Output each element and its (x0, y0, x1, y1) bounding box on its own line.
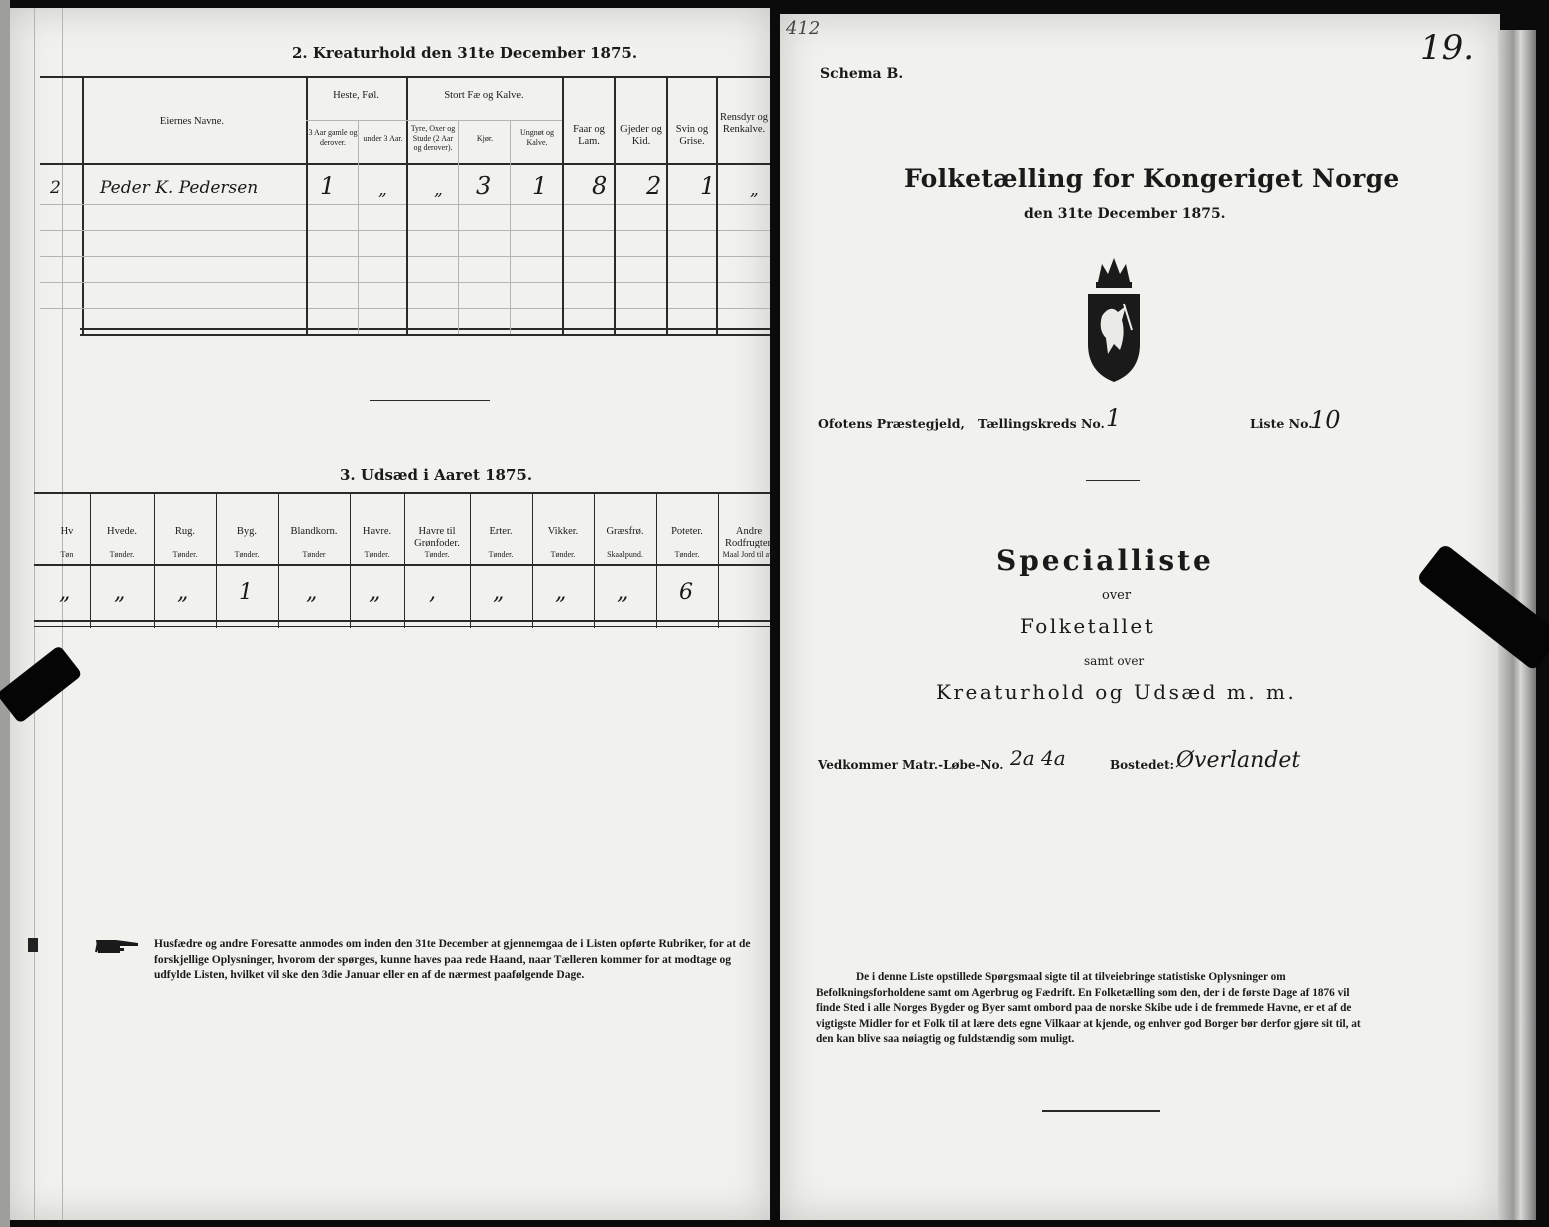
col-header-owner: Eiernes Navne. (159, 116, 225, 127)
udsaed-col-unit: Tønder. (364, 550, 390, 559)
udsaed-cell: „ (306, 580, 318, 605)
udsaed-col-unit: Tønder. (172, 550, 198, 559)
specialliste-title: Specialliste (996, 544, 1214, 577)
udsaed-col-unit: Tøn (60, 550, 74, 559)
schema-label: Schema B. (820, 66, 904, 82)
row-rule (40, 230, 770, 231)
udsaed-col-unit: Tønder. (234, 550, 260, 559)
kreds-label: Tællingskreds No. (978, 416, 1105, 431)
udsaed-col-header: Rug. (174, 526, 196, 537)
cell-gjeder: 2 (646, 172, 662, 200)
udsaed-cell: „ (617, 580, 629, 605)
udsaed-col-header: Vikker. (547, 526, 579, 537)
book-edge-left (0, 0, 10, 1227)
row-rule (40, 282, 770, 283)
footer-rule (1042, 1110, 1160, 1112)
cell-kjor: 3 (476, 172, 492, 200)
col-rule (458, 120, 459, 334)
udsaed-cell: „ (493, 580, 505, 605)
pointing-hand-icon (94, 934, 140, 958)
col-header-tyre: Tyre, Oxer og Stude (2 Aar og derover). (410, 124, 456, 152)
col-header-faar: Faar og Lam. (573, 124, 605, 147)
cell-heste-under3: „ (378, 180, 387, 200)
col-rule (358, 120, 359, 334)
row-rule (40, 308, 770, 309)
udsaed-cell: , (429, 580, 436, 605)
prestegjeld-label: Ofotens Præstegjeld, (818, 416, 965, 431)
col-rule (510, 120, 511, 334)
udsaed-col-unit: Tønder. (674, 550, 700, 559)
margin-rule (34, 8, 35, 1220)
bosted-value: Øverlandet (1176, 748, 1301, 773)
udsaed-cell: „ (369, 580, 381, 605)
notice-text: Husfædre og andre Foresatte anmodes om inden den 31te December at gjennemgaa de i Listen opførte Rubriker, for at de forskjellige Oplysninger, hvorom der spørges, kunne haves paa rede Haand, naar Tælleren kommer for at modtage og udfylde Listen, hvilket vil ske den 3die Januar eller en af de nærmest paafølgende Dage. (154, 938, 751, 981)
udsaed-cell: 1 (239, 580, 253, 605)
samt-over-label: samt over (1084, 654, 1145, 668)
udsaed-col-header: Havre. (362, 526, 392, 537)
col-rule (666, 76, 668, 334)
udsaed-col-unit: Tønder. (488, 550, 514, 559)
archive-number: 412 (786, 18, 821, 39)
col-header-kjor: Kjør. (476, 134, 494, 143)
section-divider (370, 400, 490, 401)
udsaed-cell: „ (177, 580, 189, 605)
udsaed-col-header: Poteter. (671, 526, 703, 537)
col-header-ungnot: Ungnøt og Kalve. (520, 128, 554, 147)
cell-rensdyr: „ (750, 180, 759, 200)
udsaed-col-header: Hvede. (106, 526, 138, 537)
subheader-rule (306, 120, 406, 121)
udsaed-cell: 6 (679, 580, 693, 605)
udsaed-col-header: Erter. (489, 526, 513, 537)
norway-coat-of-arms-icon (1080, 254, 1148, 384)
matr-value: 2a 4a (1010, 746, 1066, 770)
col-rule (306, 76, 308, 334)
col-header-gjeder: Gjeder og Kid. (620, 124, 662, 147)
liste-label: Liste No. (1250, 416, 1313, 431)
table3-header-rule (34, 564, 770, 566)
pointing-hand-icon (28, 934, 60, 958)
right-page (780, 14, 1500, 1220)
table2-left-rule (82, 76, 84, 334)
cell-svin: 1 (700, 172, 716, 200)
main-title: Folketælling for Kongeriget Norge (904, 164, 1400, 193)
col-rule (562, 76, 564, 334)
udsaed-col-unit: Tønder. (109, 550, 135, 559)
cell-heste-3aar: 1 (320, 172, 336, 200)
liste-value: 10 (1310, 406, 1341, 434)
udsaed-col-unit: Tønder. (424, 550, 450, 559)
margin-rule (62, 8, 63, 1220)
kreaturhold-title: Kreaturhold og Udsæd m. m. (936, 680, 1297, 704)
table2-top-rule (40, 76, 770, 78)
udsaed-col-header: Græsfrø. (606, 526, 644, 537)
udsaed-col-header: Havre til Grønfoder. (414, 526, 460, 548)
matr-label: Vedkommer Matr.-Løbe-No. (818, 758, 1004, 772)
bosted-label: Bostedet: (1110, 758, 1175, 772)
udsaed-col-header: Hv (60, 526, 74, 537)
col-rule (406, 76, 408, 334)
udsaed-cell: „ (59, 580, 71, 605)
col-header-svin: Svin og Grise. (675, 124, 709, 147)
cell-tyre: „ (434, 180, 443, 200)
col-header-heste-3aar: 3 Aar gamle og derover. (308, 128, 358, 147)
census-date: den 31te December 1875. (1024, 206, 1226, 222)
col-header-heste: Heste, Føl. (333, 90, 379, 101)
row-rule (40, 204, 770, 205)
section2-title: 2. Kreaturhold den 31te December 1875. (292, 44, 638, 62)
left-page (10, 8, 776, 1220)
folketallet-title: Folketallet (1020, 614, 1156, 638)
udsaed-col-unit: Tønder. (550, 550, 576, 559)
udsaed-col-header: Byg. (236, 526, 258, 537)
udsaed-col-header: Blandkorn. (290, 526, 338, 537)
table3-top-rule (34, 492, 770, 494)
cell-ungnot: 1 (532, 172, 548, 200)
row-rule (40, 256, 770, 257)
table2-bottom-rule2 (80, 334, 770, 336)
udsaed-col-unit: Skaalpund. (607, 550, 643, 559)
owner-name: Peder K. Pedersen (100, 178, 259, 198)
col-header-heste-under3: under 3 Aar. (363, 134, 403, 143)
section3-title: 3. Udsæd i Aaret 1875. (340, 466, 533, 484)
udsaed-cell: „ (114, 580, 126, 605)
footer-text: De i denne Liste opstillede Spørgsmaal sigte til at tilveiebringe statistiske Oplysninger om Befolkningsforholdene samt om Agerbrug og Fædrift. En Folketælling som den, der i de første Dage af 1876 vil finde Sted i alle Norges Bygder og Byer samt ombord paa de norske Skibe ude i de fremmede Havne, er et af de vigtigste Midler for et Folk til at lære dets egne Vilkaar at kjende, og enhver god Borger bør derfor gjøre sit til, at den kan blive saa nøiagtig og fuldstændig som muligt. (816, 971, 1361, 1045)
over-label: over (1102, 588, 1132, 603)
col-header-stort-fae: Stort Fæ og Kalve. (444, 90, 524, 101)
udsaed-cell: „ (555, 580, 567, 605)
udsaed-col-header: Andre Rodfrugter. (724, 526, 774, 548)
short-rule (1086, 480, 1140, 481)
table3-bottom-rule2 (34, 626, 770, 627)
subheader-rule (406, 120, 562, 121)
col-header-rensdyr: Rensdyr og Renkalve. (719, 112, 769, 135)
kreds-value: 1 (1106, 404, 1122, 432)
table3-bottom-rule (34, 620, 770, 622)
row-number: 2 (50, 178, 61, 198)
col-rule (614, 76, 616, 334)
table2-header-rule (40, 163, 770, 165)
cell-faar: 8 (592, 172, 608, 200)
udsaed-col-unit: Maal Jord til avl (722, 550, 776, 559)
udsaed-col-unit: Tønder (302, 550, 326, 559)
page-number: 19. (1420, 28, 1475, 68)
